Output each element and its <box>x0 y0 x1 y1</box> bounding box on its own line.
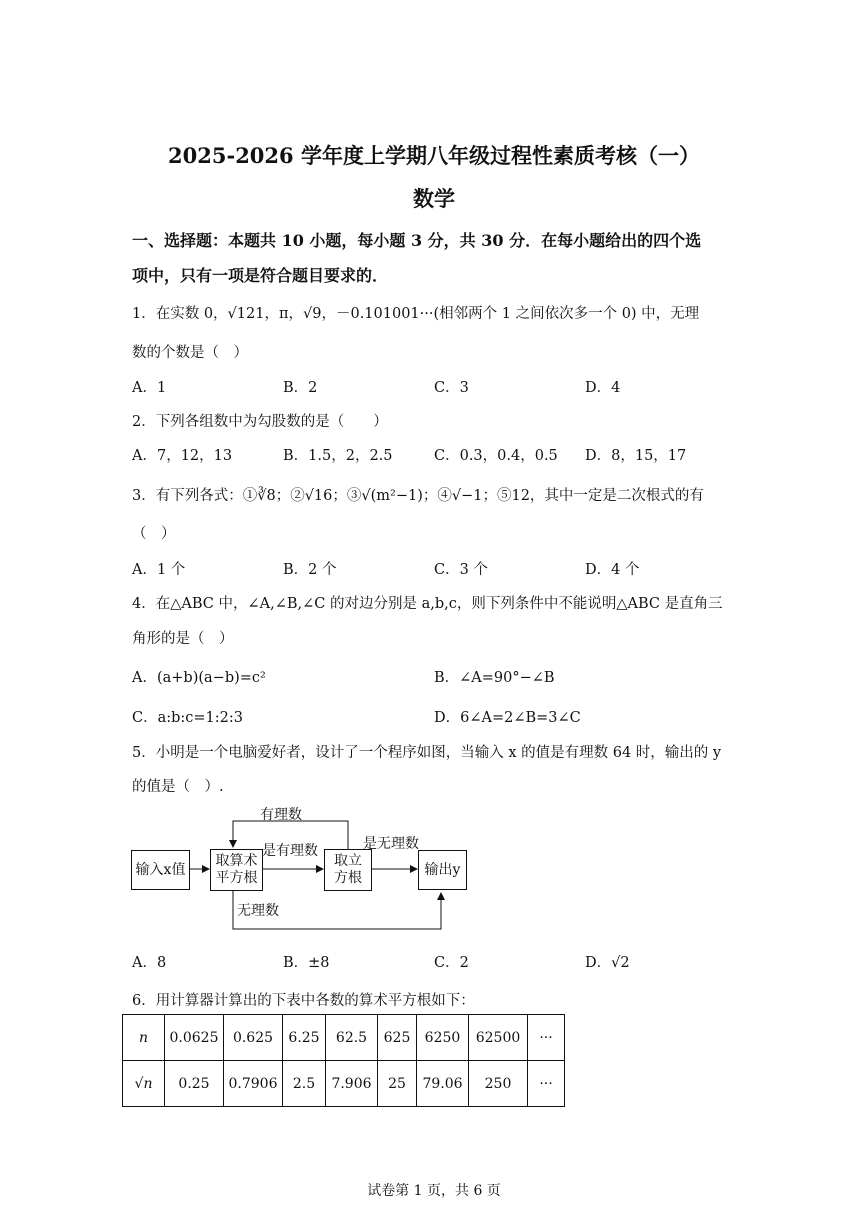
table-cell: √n <box>123 1061 165 1107</box>
q2-option-d[interactable]: D．8，15，17 <box>585 448 687 464</box>
table-cell: 0.625 <box>224 1015 283 1061</box>
question-6-line1: 6．用计算器计算出的下表中各数的算术平方根如下： <box>132 993 475 1009</box>
flow-label-is-irrational: 是无理数 <box>363 836 419 852</box>
q5-option-a[interactable]: A．8 <box>132 955 167 971</box>
table-cell: 6250 <box>417 1015 469 1061</box>
table-cell: 6.25 <box>283 1015 326 1061</box>
q4-option-a[interactable]: A．(a+b)(a−b)=c² <box>132 670 266 686</box>
table-cell: 62.5 <box>326 1015 378 1061</box>
flow-input-label: 输入x值 <box>135 861 186 878</box>
question-3-line2: （ ） <box>132 526 176 542</box>
exam-title: 2025-2026 学年度上学期八年级过程性素质考核（一） <box>168 143 700 168</box>
sqrt-table <box>122 1014 565 1107</box>
table-cell: 625 <box>378 1015 417 1061</box>
page-footer: 试卷第 1 页，共 6 页 <box>367 1183 501 1199</box>
question-4-line2: 角形的是（ ） <box>132 631 234 647</box>
flow-label-rational-loop: 有理数 <box>260 807 302 823</box>
subject-title: 数学 <box>413 186 455 211</box>
section-heading-line2: 项中，只有一项是符合题目要求的． <box>132 266 389 285</box>
flow-sqrt-label-1: 取算术 <box>215 853 258 869</box>
q1-option-d[interactable]: D．4 <box>585 380 621 396</box>
q1-option-c[interactable]: C．3 <box>434 380 469 396</box>
q1-option-a[interactable]: A．1 <box>132 380 167 396</box>
section-heading-line1: 一、选择题：本题共 10 小题，每小题 3 分，共 30 分．在每小题给出的四个选 <box>132 231 702 250</box>
q3-option-a[interactable]: A．1 个 <box>132 562 186 578</box>
q2-option-c[interactable]: C．0.3，0.4，0.5 <box>434 448 558 464</box>
flow-cbrt-label-1: 取立 <box>334 853 362 869</box>
q3-option-d[interactable]: D．4 个 <box>585 562 640 578</box>
question-2-line1: 2．下列各组数中为勾股数的是（ ） <box>132 414 388 430</box>
table-row-sqrt <box>123 1061 565 1107</box>
table-cell: ··· <box>528 1061 565 1107</box>
q4-option-b[interactable]: B．∠A=90°−∠B <box>434 670 555 686</box>
flow-cbrt-label-2: 方根 <box>334 870 362 886</box>
q3-option-c[interactable]: C．3 个 <box>434 562 488 578</box>
table-cell: ··· <box>528 1015 565 1061</box>
table-cell: 79.06 <box>417 1061 469 1107</box>
q2-option-a[interactable]: A．7，12，13 <box>132 448 233 464</box>
q2-option-b[interactable]: B．1.5，2，2.5 <box>283 448 393 464</box>
question-3-line1: 3．有下列各式：①∛8；②√16；③√(m²−1)；④√−1；⑤12，其中一定是二次根式的有 <box>132 488 704 504</box>
table-cell: 0.0625 <box>165 1015 224 1061</box>
table-cell: 7.906 <box>326 1061 378 1107</box>
q5-option-d[interactable]: D．√2 <box>585 955 630 971</box>
table-cell: 2.5 <box>283 1061 326 1107</box>
table-cell: 0.7906 <box>224 1061 283 1107</box>
q5-option-c[interactable]: C．2 <box>434 955 469 971</box>
flow-cbrt-box <box>324 849 372 891</box>
flow-input-box <box>131 850 190 890</box>
flow-label-is-rational: 是有理数 <box>262 843 318 859</box>
question-1-line1: 1．在实数 0，√121，π，√9，－0.101001···(相邻两个 1 之间依次多一个 0) 中，无理 <box>132 306 700 322</box>
flow-output-box <box>418 850 467 890</box>
flow-label-irrational: 无理数 <box>237 903 279 919</box>
question-5-line1: 5．小明是一个电脑爱好者，设计了一个程序如图，当输入 x 的值是有理数 64 时，输出的 y <box>132 745 722 761</box>
table-cell: 250 <box>469 1061 528 1107</box>
flow-sqrt-label-2: 平方根 <box>215 870 258 886</box>
table-cell: 25 <box>378 1061 417 1107</box>
question-4-line1: 4．在△ABC 中，∠A,∠B,∠C 的对边分别是 a,b,c，则下列条件中不能说明△ABC 是直角三 <box>132 596 723 612</box>
question-1-line2: 数的个数是（ ） <box>132 345 248 361</box>
table-cell: n <box>123 1015 165 1061</box>
q4-option-d[interactable]: D．6∠A=2∠B=3∠C <box>434 710 581 726</box>
q1-option-b[interactable]: B．2 <box>283 380 318 396</box>
q4-option-c[interactable]: C．a:b:c=1:2:3 <box>132 710 244 726</box>
q3-option-b[interactable]: B．2 个 <box>283 562 337 578</box>
q5-option-b[interactable]: B．±8 <box>283 955 330 971</box>
table-cell: 62500 <box>469 1015 528 1061</box>
flow-sqrt-box <box>210 849 263 891</box>
question-5-line2: 的值是（ ）. <box>132 779 224 795</box>
flow-output-label: 输出y <box>424 861 461 878</box>
table-cell: 0.25 <box>165 1061 224 1107</box>
table-row-n <box>123 1015 565 1061</box>
